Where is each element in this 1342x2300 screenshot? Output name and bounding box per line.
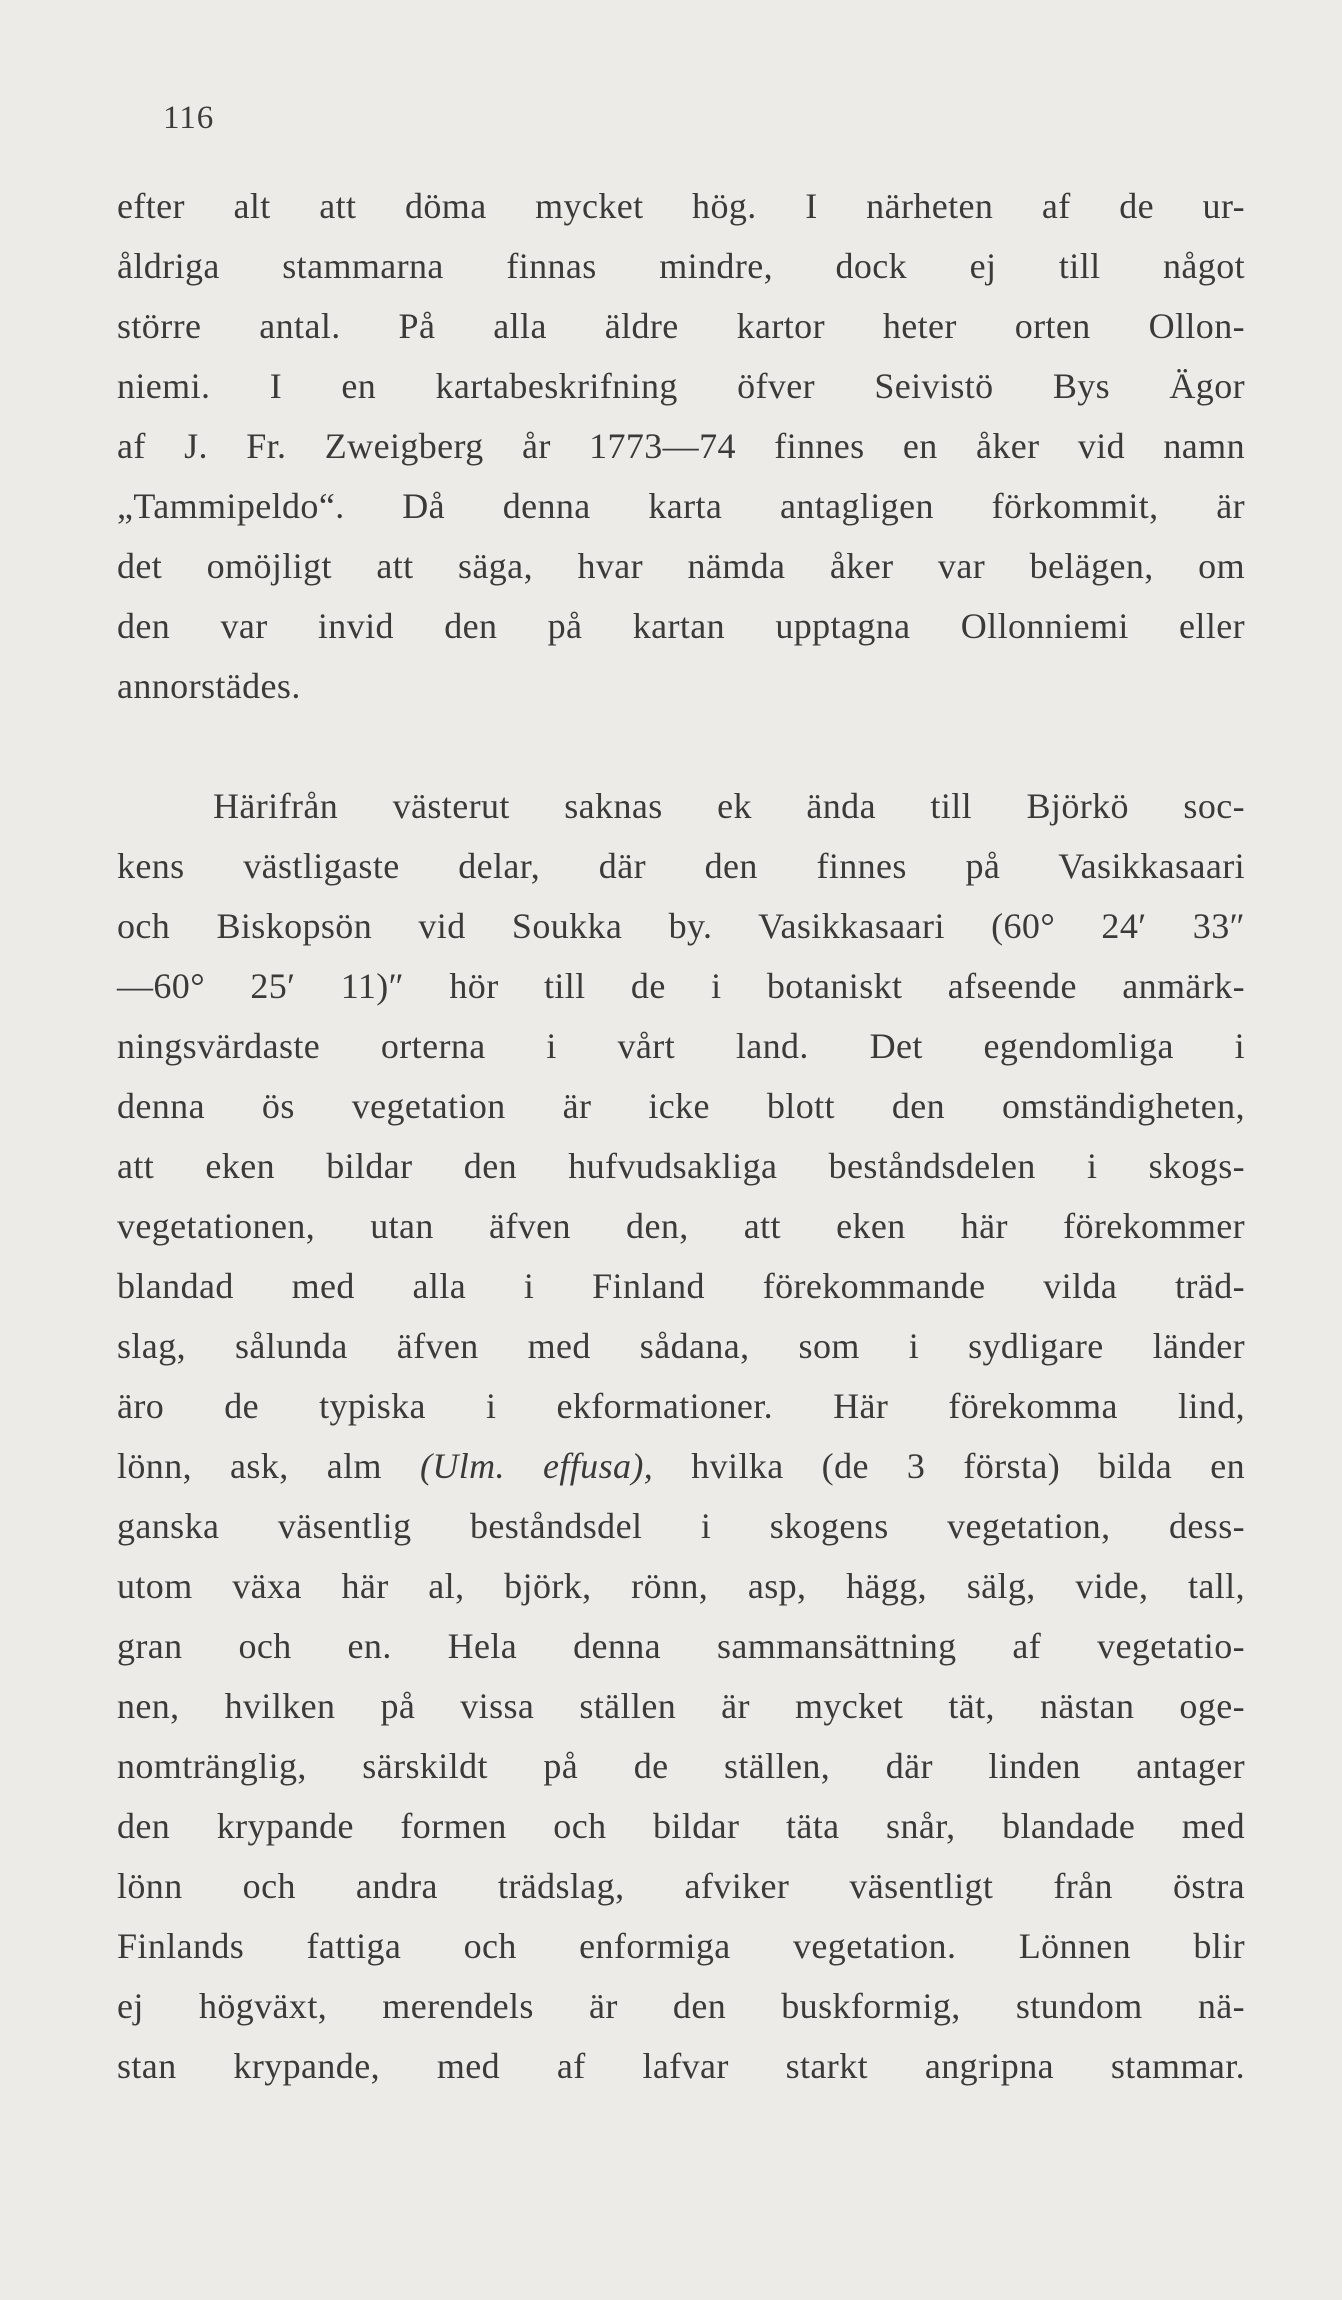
text-line: ej högväxt, merendels är den buskformig, stundom nä- — [117, 1986, 1245, 2026]
species-name-italic: (Ulm. effusa), — [419, 1446, 654, 1486]
text-segment: hvilka (de 3 första) bilda en — [653, 1446, 1245, 1486]
text-line: nomtränglig, särskildt på de ställen, där linden antager — [117, 1746, 1245, 1786]
page-number: 116 — [163, 100, 215, 136]
text-line: efter alt att döma mycket hög. I närheten af de ur- — [117, 186, 1245, 226]
text-line: slag, sålunda äfven med sådana, som i sydligare länder — [117, 1326, 1245, 1366]
paragraph-1 — [117, 176, 1245, 716]
text-line: nen, hvilken på vissa ställen är mycket tät, nästan oge- — [117, 1686, 1245, 1726]
text-line: Härifrån västerut saknas ek ända till Björkö soc- — [213, 786, 1245, 826]
text-line: Finlands fattiga och enformiga vegetation. Lönnen blir — [117, 1926, 1245, 1966]
text-line: annorstädes. — [117, 666, 301, 706]
text-line: den krypande formen och bildar täta snår, blandade med — [117, 1806, 1245, 1846]
text-line: lönn och andra trädslag, afviker väsentligt från östra — [117, 1866, 1245, 1906]
text-line: ganska väsentlig beståndsdel i skogens vegetation, dess- — [117, 1506, 1245, 1546]
text-line: ningsvärdaste orterna i vårt land. Det egendomliga i — [117, 1026, 1245, 1066]
text-line: „Tammipeldo“. Då denna karta antagligen förkommit, är — [117, 486, 1245, 526]
text-line: stan krypande, med af lafvar starkt angripna stammar. — [117, 2046, 1245, 2086]
text-line: af J. Fr. Zweigberg år 1773—74 finnes en åker vid namn — [117, 426, 1245, 466]
text-line: större antal. På alla äldre kartor heter orten Ollon- — [117, 306, 1245, 346]
text-line: denna ös vegetation är icke blott den omständigheten, — [117, 1086, 1245, 1126]
paragraph-2 — [117, 776, 1245, 2096]
text-line: gran och en. Hela denna sammansättning af vegetatio- — [117, 1626, 1245, 1666]
text-line: att eken bildar den hufvudsakliga beståndsdelen i skogs- — [117, 1146, 1245, 1186]
text-line: vegetationen, utan äfven den, att eken här förekommer — [117, 1206, 1245, 1246]
text-line: utom växa här al, björk, rönn, asp, hägg, sälg, vide, tall, — [117, 1566, 1245, 1606]
text-line: blandad med alla i Finland förekommande vilda träd- — [117, 1266, 1245, 1306]
text-line-mixed — [117, 1436, 1245, 1496]
text-line: den var invid den på kartan upptagna Ollonniemi eller — [117, 606, 1245, 646]
text-line: niemi. I en kartabeskrifning öfver Seivistö Bys Ägor — [117, 366, 1245, 406]
text-line: kens västligaste delar, där den finnes på Vasikkasaari — [117, 846, 1245, 886]
text-segment: lönn, ask, alm — [117, 1446, 420, 1486]
text-line: det omöjligt att säga, hvar nämda åker var belägen, om — [117, 546, 1245, 586]
text-line: äro de typiska i ekformationer. Här förekomma lind, — [117, 1386, 1245, 1426]
text-line: —60° 25′ 11)″ hör till de i botaniskt afseende anmärk- — [117, 966, 1245, 1006]
text-line: och Biskopsön vid Soukka by. Vasikkasaari (60° 24′ 33″ — [117, 906, 1245, 946]
text-line: åldriga stammarna finnas mindre, dock ej till något — [117, 246, 1245, 286]
